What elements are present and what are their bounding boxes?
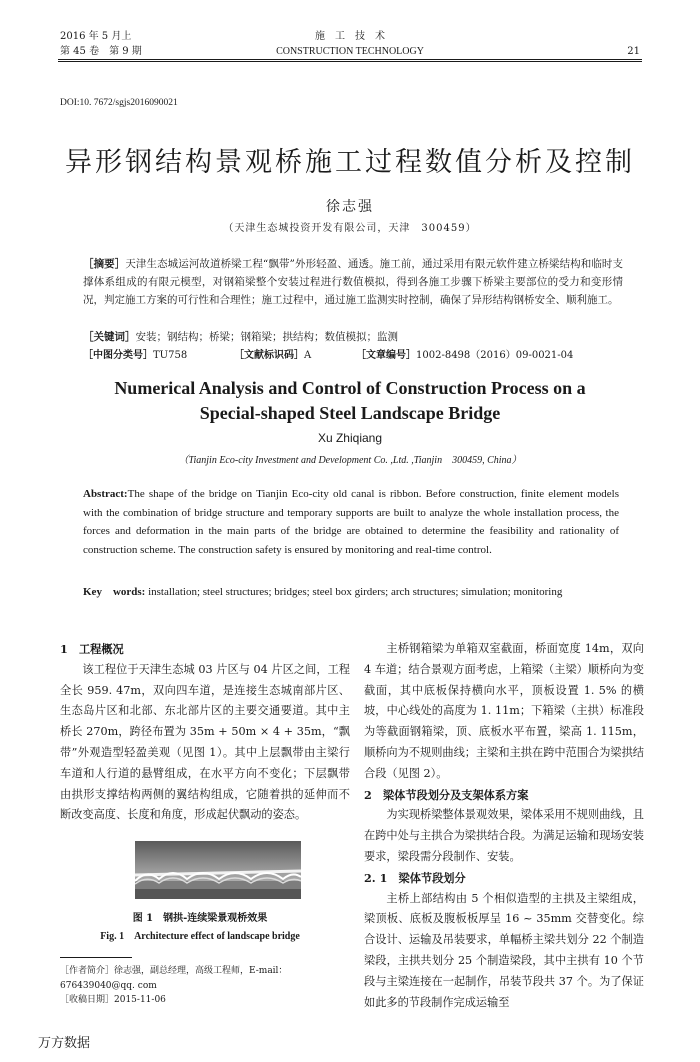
header-rule [58,59,642,60]
abstract-cn-label: ［摘要］ [83,258,126,270]
affiliation-en: （Tianjin Eco-city Investment and Development Co. ,Ltd. ,Tianjin 300459, China） [178,455,522,466]
bridge-render-illustration [135,841,301,899]
article-number [356,346,573,361]
author-cn: 徐志强 [326,199,374,215]
title-en-line2: Special-shaped Steel Landscape Bridge [199,403,501,423]
author-note: ［作者简介］徐志强，副总经理，高级工程师，E-mail：676439040@qq. com [60,966,288,991]
section-1-heading: 1 工程概况 [60,642,124,656]
title-en-line1: Numerical Analysis and Control of Construction Process on a [114,378,586,398]
abstract-en [83,485,619,559]
abstract-cn [83,255,623,309]
art-label: ［文章编号］ [356,350,416,361]
doi: DOI:10. 7672/sgjs2016090021 [60,98,178,108]
figure-1-caption-en: Fig. 1 Architecture effect of landscape bridge [100,931,300,942]
section-1-paragraph: 该工程位于天津生态城 03 片区与 04 片区之间，工程全长 959. 47m，双向四车道，是连接生态城南部片区、生态岛片区和北部、东北部片区的主要交通要道。其中主桥长 270m，跨径布置为 35m + 50m × 4 + 35m，“飘带”外观造型轻盈美观（见图 1）。其中上层飘带由主梁行车道和人行道的悬臂组成，在水平方向不变化；下层飘带由拱形支撑结构两侧的翼结构组成，它随着拱的延伸而不断改变高度、长度和角度，形成起伏飘动的姿态。 [60,662,350,822]
page-number: 21 [627,46,640,57]
art-value: 1002-8498（2016）09-0021-04 [416,350,574,361]
issue-date: 2016 年 5 月上 [60,31,132,42]
title-en [0,376,700,426]
abstract-en-label: Abstract: [83,488,128,500]
section-2-heading: 2 梁体节段划分及支架体系方案 [364,787,529,802]
clc-number [83,346,187,361]
keywords-cn-label: ［关键词］ [83,331,136,343]
title-cn: 异形钢结构景观桥施工过程数值分析及控制 [65,147,635,178]
keywords-en-text: installation; steel structures; bridges; steel box girders; arch structures; simulation; monitoring [148,586,563,598]
doc-value: A [304,350,312,361]
keywords-en-label: Key words: [83,586,146,598]
right-paragraph-1: 主桥钢箱梁为单箱双室截面，桥面宽度 14m，双向 4 车道；结合景观方面考虑，上箱梁（主梁）顺桥向为变截面，其中底板保持横向水平，顶板设置 1. 5% 的横坡，中心线处的高度为 1. 11m；下箱梁（主拱）标准段为等截面钢箱梁，顶、底板水平布置，梁高 1. 115m，顺桥向为不规则曲线；主梁和主拱在跨中范围合为梁拱结合段（见图 2）。 [364,642,644,780]
header-rule-2 [58,61,642,62]
doc-code [234,346,311,361]
keywords-en [83,583,619,602]
received-date: ［收稿日期］2015-11-06 [60,995,166,1005]
author-en: Xu Zhiqiang [317,431,383,445]
issue-volume: 第 45 卷 第 9 期 [60,46,142,57]
figure-1-caption-cn: 图 1 钢拱-连续梁景观桥效果 [132,913,268,924]
clc-value: TU758 [153,350,188,361]
affiliation-cn: （天津生态城投资开发有限公司，天津 300459） [223,223,477,234]
keywords-cn-text: 安装；钢结构；桥梁；钢箱梁；拱结构；数值模拟；监测 [135,331,398,343]
doc-label: ［文献标识码］ [234,350,304,361]
right-column [364,639,644,1013]
section-2-1-paragraph: 主桥上部结构由 5 个相似造型的主拱及主梁组成，梁顶板、底板及腹板板厚呈 16 ~ 35mm 交替变化。综合设计、运输及吊装要求，单幅桥主梁共划分 22 个制造梁段，主拱共划分 25 个制造梁段，其中主拱有 10 个节段与主梁连接在一起制作，吊装节段共 37 个。为了保证如此多的节段制作完成运输至 [364,891,644,1009]
abstract-cn-text: 天津生态城运河故道桥梁工程“飘带”外形轻盈、通透。施工前，通过采用有限元软件建立桥梁结构和临时支撑体系组成的有限元模型，对钢箱梁整个安装过程进行数值模拟，得到各施工步骤下桥梁主要部位的受力和变形情况，判定施工方案的可行性和合理性；施工过程中，通过施工监测实时控制，确保了异形结构钢桥安全、顺利施工。 [83,258,624,306]
section-2-1-heading: 2. 1 梁体节段划分 [364,870,466,885]
journal-title-cn: 施 工 技 术 [315,31,385,42]
left-column [60,639,350,826]
clc-label: ［中图分类号］ [83,350,153,361]
abstract-en-text: The shape of the bridge on Tianjin Eco-city old canal is ribbon. Before construction, finite element models with the combination of bridge structure and temporary supports are built to analyze the whole installation process, the forces and deformation in the main parts of the bridge are obtained to determine the feasibility and rationality of construction scheme. The construction safety is ensured by monitoring and real-time control. [83,488,619,556]
watermark-footer: 万方数据 [38,1036,91,1051]
section-2-paragraph: 为实现桥梁整体景观效果，梁体采用不规则曲线，且在跨中处与主拱合为梁拱结合段。为满足运输和现场安装要求，梁段需分段制作、安装。 [364,808,644,863]
keywords-cn [83,328,623,346]
footnote-rule [60,957,132,958]
journal-title-en: CONSTRUCTION TECHNOLOGY [276,46,424,57]
figure-1-image [135,841,301,899]
